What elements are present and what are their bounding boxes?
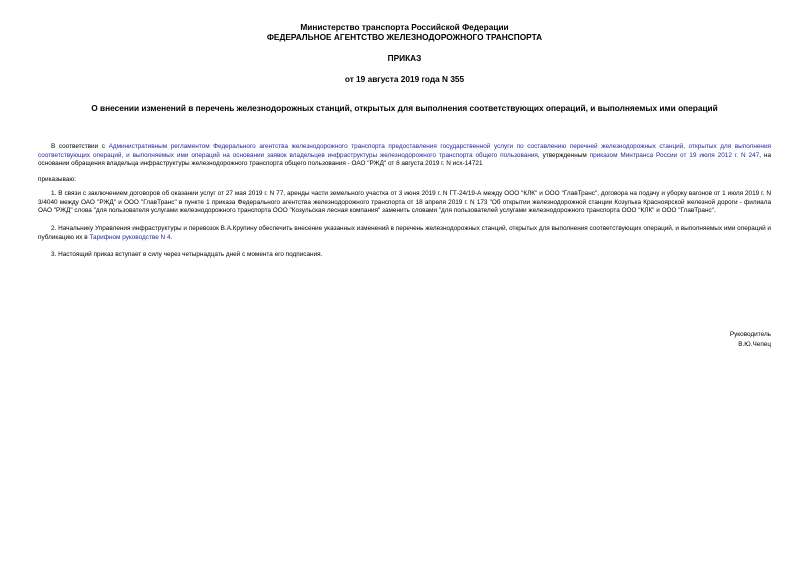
item-2-paragraph <box>38 225 771 242</box>
ministry-heading: Министерство транспорта Российской Федерации <box>300 22 509 32</box>
item-2-end: . <box>170 233 173 241</box>
signature-block <box>730 330 771 350</box>
signatory-name: В.Ю.Чепец <box>738 341 771 348</box>
intro-text-3: , на основании обращения владельца инфраструктуры железнодорожного транспорта общего пользования - ОАО "РЖД" от 8 августа 2019 г. N исх-14721 <box>38 151 772 168</box>
item-3-paragraph: 3. Настоящий приказ вступает в силу через четырнадцать дней с момента его подписания. <box>51 251 323 259</box>
document-page <box>38 22 772 348</box>
document-date-number: от 19 августа 2019 года N 355 <box>344 74 465 84</box>
item-1-paragraph: 1. В связи с заключением договоров об оказании услуг от 27 мая 2019 г. N 77, аренды части земельного участка от 3 июня 2019 г. N ГТ-24/19-А между ООО "КЛК" и ООО "ГлавТранс", договора на подачу и уборку вагонов от 1 июля 2019 г. N 3/4040 между ОАО "РЖД" и ООО "ГлавТранс" в пункте 1 приказа Федерального агентства железнодорожного транспорта от 18 апреля 2019 г. N 173 "Об открытии железнодорожной станции Козулька Красноярской железной дороги - филиала ОАО "РЖД" слова "для пользователя услугами железнодорожного транспорта ООО "Козульская лесная компания" заменить словами "для пользователей услугами железнодорожного транспорта ООО "КЛК" и ООО "ГлавТранс". <box>38 189 771 215</box>
mintrans-order-link[interactable]: приказом Минтранса России от 19 июля 2012 г. N 247 <box>589 151 760 159</box>
signatory-position: Руководитель <box>729 331 771 338</box>
intro-paragraph <box>38 143 771 169</box>
document-subject: О внесении изменений в перечень железнодорожных станций, открытых для выполнения соответствующих операций, и выполняемых ими операций <box>91 103 718 113</box>
intro-text-2: , утвержденным <box>537 151 590 159</box>
agency-heading: ФЕДЕРАЛЬНОЕ АГЕНТСТВО ЖЕЛЕЗНОДОРОЖНОГО ТРАНСПОРТА <box>266 32 543 42</box>
intro-text-1: В соответствии с <box>51 143 109 150</box>
tariff-guide-link[interactable]: Тарифном руководстве N 4 <box>89 233 171 241</box>
decree-word: приказываю: <box>38 176 76 184</box>
document-type: ПРИКАЗ <box>387 53 422 63</box>
regulation-link[interactable]: Административным регламентом Федерального агентства железнодорожного транспорта предоставления государственной услуги по составлению перечней железнодорожных станций, открытых для выполнения соответствующих операций, и выполняемых ими операций на основании заявок владельцев инфраструктуры железнодорожного транспорта общего пользования <box>38 143 771 159</box>
item-2-text: 2. Начальнику Управления инфраструктуры и перевозок В.А.Крупину обеспечить внесение указанных изменений в перечень железнодорожных станций, открытых для выполнения соответствующих операций, и выполняемых ими операций и публикацию их в <box>38 224 771 241</box>
